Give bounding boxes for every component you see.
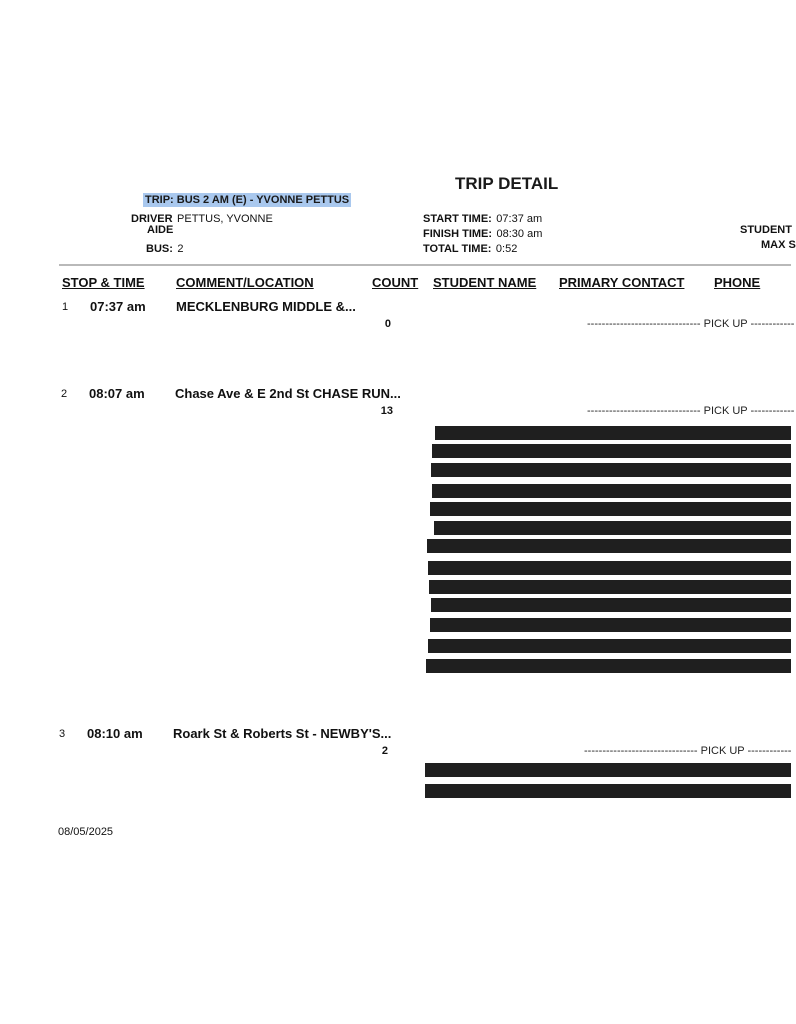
total-time-row — [423, 239, 517, 257]
redacted-row — [434, 521, 791, 535]
pickup-label: ------------------------------- PICK UP ------------ — [587, 405, 795, 417]
redacted-row — [430, 618, 791, 632]
finish-time-label: FINISH TIME: — [423, 228, 493, 240]
footer-date: 08/05/2025 — [58, 826, 114, 838]
stop-count: 13 — [380, 405, 393, 417]
header-divider — [59, 264, 791, 266]
redacted-row — [430, 502, 791, 516]
bus-row — [146, 239, 183, 257]
stop-number: 2 — [61, 388, 68, 400]
trip-label: TRIP: BUS 2 AM (E) - YVONNE PETTUS — [145, 194, 350, 206]
redacted-row — [435, 426, 791, 440]
col-stop-time: STOP & TIME — [62, 275, 145, 290]
stop-location: Roark St & Roberts St - NEWBY'S... — [173, 726, 392, 741]
finish-time-value: 08:30 am — [496, 228, 543, 240]
report-title: TRIP DETAIL — [455, 174, 559, 193]
col-count: COUNT — [372, 275, 419, 290]
redacted-row — [431, 463, 791, 477]
stop-count: 2 — [381, 745, 388, 757]
col-primary-contact: PRIMARY CONTACT — [559, 275, 685, 290]
stop-location: Chase Ave & E 2nd St CHASE RUN... — [175, 386, 401, 401]
max-label: MAX S — [761, 239, 796, 251]
stop-time: 07:37 am — [90, 299, 146, 314]
stop-number: 3 — [59, 728, 66, 740]
redacted-row — [428, 561, 791, 575]
total-time-value: 0:52 — [495, 243, 518, 255]
stop-number: 1 — [62, 301, 69, 313]
redacted-row — [427, 539, 791, 553]
redacted-row — [432, 444, 791, 458]
col-comment-location: COMMENT/LOCATION — [176, 275, 314, 290]
redacted-row — [425, 784, 791, 798]
col-phone: PHONE — [714, 275, 761, 290]
start-time-label: START TIME: — [423, 213, 492, 225]
redacted-row — [428, 639, 791, 653]
driver-label: DRIVER — [131, 213, 173, 225]
driver-value: PETTUS, YVONNE — [177, 213, 273, 225]
pickup-label: ------------------------------- PICK UP ------------ — [584, 745, 792, 757]
bus-label: BUS: — [146, 243, 173, 255]
col-student-name: STUDENT NAME — [433, 275, 537, 290]
redacted-row — [429, 580, 791, 594]
bus-value: 2 — [177, 243, 184, 255]
redacted-row — [431, 598, 791, 612]
redacted-row — [426, 659, 791, 673]
stop-count: 0 — [384, 318, 391, 330]
redacted-row — [425, 763, 791, 777]
stop-time: 08:10 am — [87, 726, 143, 741]
total-time-label: TOTAL TIME: — [423, 243, 492, 255]
redacted-row — [432, 484, 791, 498]
aide-label: AIDE — [147, 224, 174, 236]
pickup-label: ------------------------------- PICK UP ------------ — [587, 318, 795, 330]
stop-time: 08:07 am — [89, 386, 145, 401]
stop-location: MECKLENBURG MIDDLE &... — [176, 299, 356, 314]
student-label: STUDENT — [740, 224, 792, 236]
start-time-value: 07:37 am — [496, 213, 543, 225]
